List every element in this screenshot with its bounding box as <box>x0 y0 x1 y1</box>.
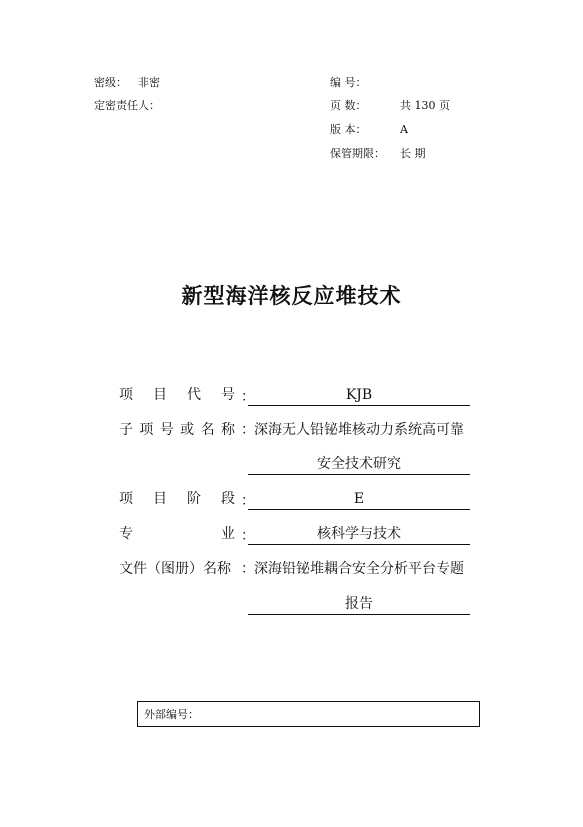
specialty-label <box>119 525 235 543</box>
secret-level-label: 密级： <box>94 76 127 89</box>
label-char: 号 <box>221 387 235 403</box>
document-title: 新型海洋核反应堆技术 <box>181 284 402 308</box>
project-phase-value: E <box>353 491 365 507</box>
document-name-value-line2: 报告 <box>345 596 373 612</box>
retention-period-value: 长 期 <box>400 147 426 160</box>
label-char: 段 <box>221 491 235 507</box>
label-char: 项 <box>139 422 154 438</box>
colon: ： <box>241 389 255 405</box>
label-char: 称 <box>220 422 235 438</box>
label-char: 阶 <box>187 491 201 507</box>
document-name-underline <box>248 614 470 615</box>
subproject-value-line1: 深海无人铅铋堆核动力系统高可靠 <box>254 422 464 438</box>
label-char: 或 <box>180 422 195 438</box>
colon: ： <box>241 528 255 544</box>
colon: ： <box>241 561 255 577</box>
document-name-value-line1: 深海铅铋堆耦合安全分析平台专题 <box>254 561 464 577</box>
label-char: 名 <box>200 422 215 438</box>
version-value: A <box>400 123 408 136</box>
label-char: 代 <box>187 387 201 403</box>
retention-period <box>330 147 426 161</box>
label-char: 目 <box>153 387 167 403</box>
colon: ： <box>241 422 255 438</box>
subproject-value-line2: 安全技术研究 <box>317 456 401 472</box>
project-code-label <box>119 386 235 404</box>
label-char: 子 <box>119 422 133 438</box>
document-number-label: 编 号： <box>330 76 367 89</box>
document-number <box>330 76 400 90</box>
version-label: 版 本： <box>330 123 367 136</box>
secret-level <box>94 76 160 90</box>
label-char: 专 <box>119 526 133 542</box>
specialty-underline <box>248 544 470 545</box>
page-count-value: 共 130 页 <box>400 99 450 112</box>
label-char: 业 <box>221 526 235 542</box>
responsible-person-label: 定密责任人： <box>94 99 160 112</box>
external-number-label: 外部编号： <box>144 708 199 721</box>
specialty-value: 核科学与技术 <box>317 526 401 542</box>
responsible-person <box>94 99 160 113</box>
project-phase-label <box>119 490 235 508</box>
page-count <box>330 99 450 113</box>
document-name-label: 文件（图册）名称 <box>119 561 231 577</box>
label-char: 目 <box>153 491 167 507</box>
version <box>330 123 408 137</box>
label-char: 号 <box>159 422 174 438</box>
retention-period-label: 保管期限： <box>330 147 385 160</box>
colon: ： <box>241 493 255 509</box>
project-phase-underline <box>248 509 470 510</box>
label-char: 项 <box>119 491 133 507</box>
subproject-underline <box>248 474 470 475</box>
project-code-value: KJB <box>345 387 373 403</box>
project-code-underline <box>248 405 470 406</box>
secret-level-value: 非密 <box>138 76 160 89</box>
page-count-label: 页 数： <box>330 99 367 112</box>
external-number-box <box>137 701 480 727</box>
subproject-label <box>119 421 235 439</box>
label-char: 项 <box>119 387 133 403</box>
